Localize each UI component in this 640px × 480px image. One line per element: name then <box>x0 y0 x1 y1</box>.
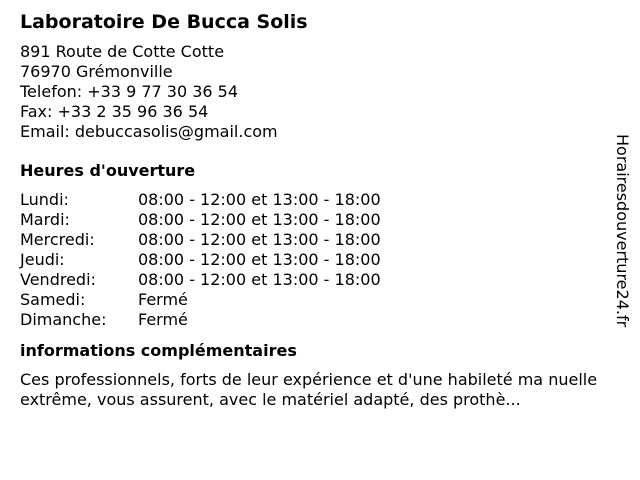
hours-time: Fermé <box>138 290 188 309</box>
hours-row <box>20 270 620 290</box>
hours-table <box>20 190 620 330</box>
site-watermark: Horairesdouverture24.fr <box>613 134 632 328</box>
hours-day: Dimanche: <box>20 310 107 329</box>
hours-day: Mercredi: <box>20 230 95 249</box>
address-street: 891 Route de Cotte Cotte <box>20 42 225 61</box>
hours-day: Jeudi: <box>20 250 65 269</box>
hours-row <box>20 210 620 230</box>
hours-time: 08:00 - 12:00 et 13:00 - 18:00 <box>138 230 381 249</box>
address-city: 76970 Grémonville <box>20 62 173 81</box>
hours-heading: Heures d'ouverture <box>20 161 196 180</box>
hours-day: Lundi: <box>20 190 69 209</box>
hours-time: Fermé <box>138 310 188 329</box>
phone-number: Telefon: +33 9 77 30 36 54 <box>20 82 239 101</box>
hours-day: Vendredi: <box>20 270 96 289</box>
hours-time: 08:00 - 12:00 et 13:00 - 18:00 <box>138 210 381 229</box>
hours-row <box>20 190 620 210</box>
hours-row <box>20 310 620 330</box>
info-description: Ces professionnels, forts de leur expérience et d'une habileté ma nuelle extrême, vous assurent, avec le matériel adapté, des prothè... <box>20 370 598 409</box>
fax-number: Fax: +33 2 35 96 36 54 <box>20 102 209 121</box>
hours-time: 08:00 - 12:00 et 13:00 - 18:00 <box>138 270 381 289</box>
business-name: Laboratoire De Bucca Solis <box>20 11 308 33</box>
hours-day: Samedi: <box>20 290 86 309</box>
email-address: Email: debuccasolis@gmail.com <box>20 122 278 141</box>
hours-row <box>20 250 620 270</box>
hours-row <box>20 230 620 250</box>
business-card <box>20 10 620 410</box>
hours-row <box>20 290 620 310</box>
hours-day: Mardi: <box>20 210 70 229</box>
hours-time: 08:00 - 12:00 et 13:00 - 18:00 <box>138 250 381 269</box>
hours-time: 08:00 - 12:00 et 13:00 - 18:00 <box>138 190 381 209</box>
info-heading: informations complémentaires <box>20 341 297 360</box>
